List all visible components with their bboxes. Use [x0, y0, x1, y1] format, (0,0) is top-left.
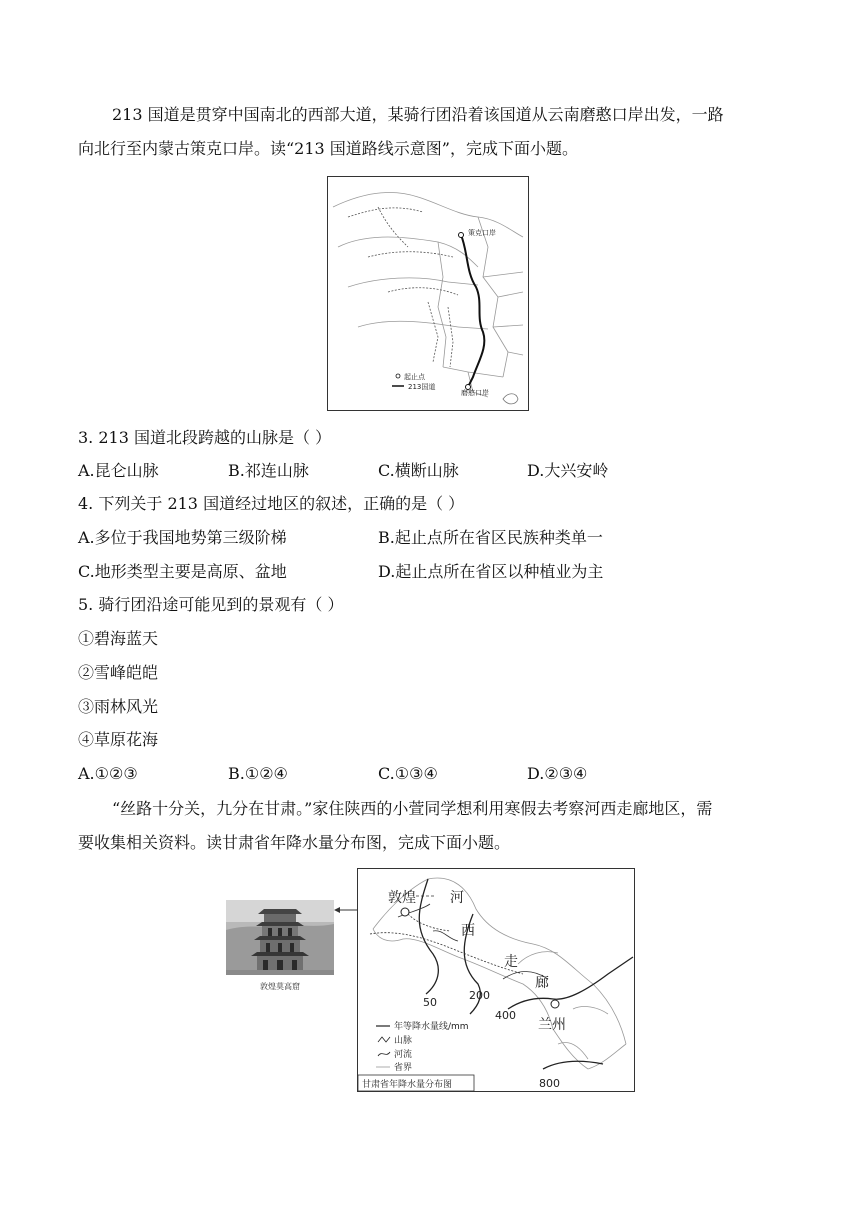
legend-river: 河流	[394, 1050, 413, 1060]
legend-mountain: 山脉	[394, 1036, 413, 1046]
corridor-char-3: 走	[504, 954, 518, 970]
passage1-line1: 213 国道是贯穿中国南北的西部大道，某骑行团沿着该国道从云南磨憨口岸出发，一路	[112, 105, 724, 124]
q3-option-b: B.祁连山脉	[228, 461, 309, 480]
label-dunhuang: 敦煌	[388, 890, 416, 906]
q5-item-1: ①碧海蓝天	[78, 629, 159, 648]
route-213-map	[327, 176, 529, 411]
q5-item-3: ③雨林风光	[78, 697, 159, 716]
isohyet-800-label: 800	[539, 1077, 560, 1090]
q5-option-a: A.①②③	[78, 764, 138, 783]
corridor-char-1: 河	[450, 890, 464, 906]
q5-stem: 5. 骑行团沿途可能见到的景观有（ ）	[78, 595, 344, 614]
isohyet-200-label: 200	[469, 989, 490, 1002]
q3-stem: 3. 213 国道北段跨越的山脉是（ ）	[78, 428, 332, 447]
q4-option-c: C.地形类型主要是高原、盆地	[78, 562, 287, 581]
q3-option-c: C.横断山脉	[378, 461, 459, 480]
isohyet-50-label: 50	[423, 996, 437, 1009]
q4-option-a: A.多位于我国地势第三级阶梯	[78, 528, 287, 547]
q4-option-d: D.起止点所在省区以种植业为主	[378, 562, 604, 581]
q5-item-2: ②雪峰皑皑	[78, 663, 159, 682]
q4-stem: 4. 下列关于 213 国道经过地区的叙述，正确的是（ ）	[78, 494, 465, 513]
label-south-port: 磨憨口岸	[461, 389, 489, 397]
q3-option-a: A.昆仑山脉	[78, 461, 159, 480]
q5-option-b: B.①②④	[228, 764, 288, 783]
label-lanzhou: 兰州	[538, 1017, 566, 1033]
q3-option-d: D.大兴安岭	[527, 461, 609, 480]
corridor-char-2: 西	[461, 923, 475, 939]
passage2-line1: “丝路十分关，九分在甘肃。”家住陕西的小萱同学想利用寒假去考察河西走廊地区，需	[112, 799, 713, 818]
passage1-line2: 向北行至内蒙古策克口岸。读“213 国道路线示意图”，完成下面小题。	[78, 139, 578, 158]
isohyet-400-label: 400	[495, 1009, 516, 1022]
route-213-line	[461, 235, 484, 387]
passage2-line2: 要收集相关资料。读甘肃省年降水量分布图，完成下面小题。	[78, 833, 511, 852]
q5-item-4: ④草原花海	[78, 730, 159, 749]
pagoda-image	[226, 900, 334, 975]
mogao-photo	[226, 900, 334, 990]
legend-boundary: 省界	[394, 1063, 413, 1073]
legend-isohyet: 年等降水量线/mm	[394, 1022, 469, 1032]
china-west-map	[328, 177, 528, 410]
gansu-map-svg	[358, 869, 634, 1091]
label-north-port: 策克口岸	[468, 229, 496, 237]
q4-option-b: B.起止点所在省区民族种类单一	[378, 528, 603, 547]
gansu-precipitation-map	[357, 868, 635, 1092]
map2-title: 甘肃省年降水量分布图	[362, 1080, 453, 1090]
photo-caption: 敦煌莫高窟	[260, 982, 300, 991]
map2-legend	[376, 1020, 469, 1073]
pointer-arrow	[333, 905, 359, 915]
legend-point-label: 起止点	[404, 373, 425, 381]
q5-option-c: C.①③④	[378, 764, 438, 783]
legend-route-label: 213国道	[408, 383, 436, 391]
corridor-char-4: 廊	[535, 975, 549, 991]
isohyet-800-line	[543, 1061, 603, 1069]
q5-option-d: D.②③④	[527, 764, 588, 783]
